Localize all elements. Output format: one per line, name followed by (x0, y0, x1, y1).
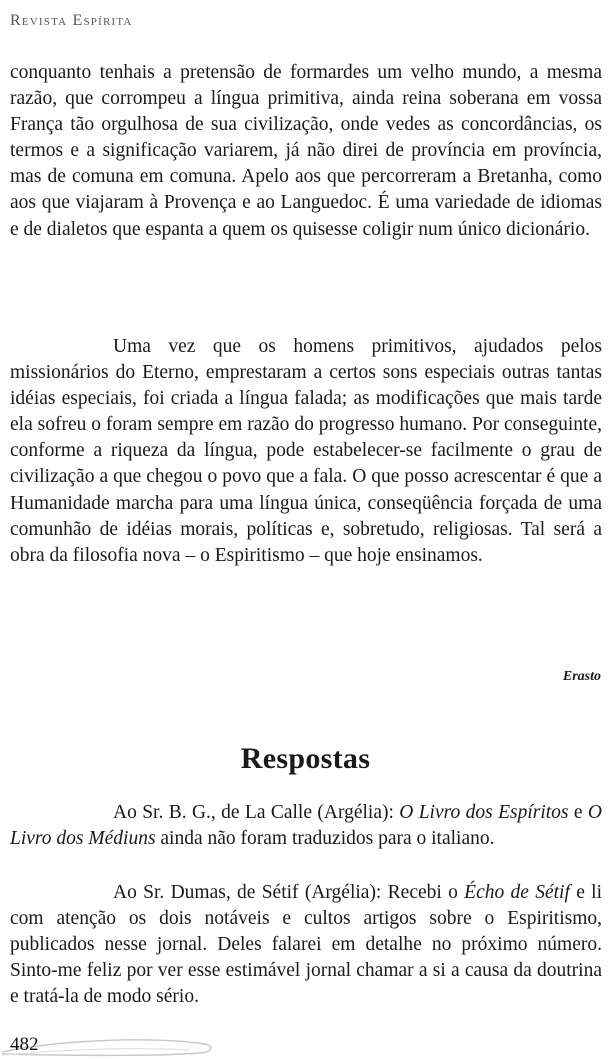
page-number: 482 (10, 1034, 39, 1055)
paragraph-continuation: conquanto tenhais a pretensão de formardes um velho mundo, a mesma razão, que corrompeu a língua primitiva, ainda reina soberana em vossa França tão orgulhosa de sua civilização, onde vedes as concordâncias, os termos e a significação variarem, já não direi de província em província, mas de comuna em comuna. Apelo aos que percorreram a Bretanha, como aos que viajaram à Provença e ao Languedoc. É uma variedade de idiomas e de dialetos que espanta a quem os quisesse coligir num único dicionário. (10, 62, 602, 240)
answer2-tail: e li com atenção os dois notáveis e cultos artigos sobre o Espiritismo, publicados nesse jornal. Deles falarei em detalhe no próximo número. Sinto-me feliz por ver esse estimável jornal chamar a si a causa da doutrina e tratá-la de modo sério. (10, 882, 602, 1008)
answer2-lead: Ao Sr. Dumas, de Sétif (Argélia): Recebi o (113, 882, 465, 903)
answer1-connector: e (568, 802, 588, 823)
signature-erasto: Erasto (562, 669, 601, 684)
answer-dumas (10, 880, 602, 1010)
journal-title: Écho de Sétif (464, 882, 570, 903)
paragraph-primitive-language: Uma vez que os homens primitivos, ajudados pelos missionários do Eterno, emprestaram a certos sons especiais outras tantas idéias especiais, foi criada a língua falada; as modificações que mais tarde ela sofreu o foram sempre em razão do progresso humano. Por conseguinte, conforme a riqueza da língua, pode estabelecer-se facilmente o grau de civilização a que chegou o povo que a fala. O que posso acrescentar é que a Humanidade marcha para uma língua única, conseqüência forçada de uma comunhão de idéias morais, políticas e, sobretudo, religiosas. Tal será a obra da filosofia nova – o Espiritismo – que hoje ensinamos. (10, 336, 602, 566)
answer-b-g (10, 800, 602, 852)
book-title-mediuns: O Livro dos Médiuns (10, 802, 602, 850)
answer1-lead: Ao Sr. B. G., de La Calle (Argélia): (113, 802, 400, 823)
book-title-espiritos: O Livro dos Espíritos (399, 802, 569, 823)
section-title: Respostas (240, 742, 371, 775)
running-header: Revista Espírita (10, 12, 133, 29)
answer1-tail: ainda não foram traduzidos para o italiano. (155, 828, 495, 850)
